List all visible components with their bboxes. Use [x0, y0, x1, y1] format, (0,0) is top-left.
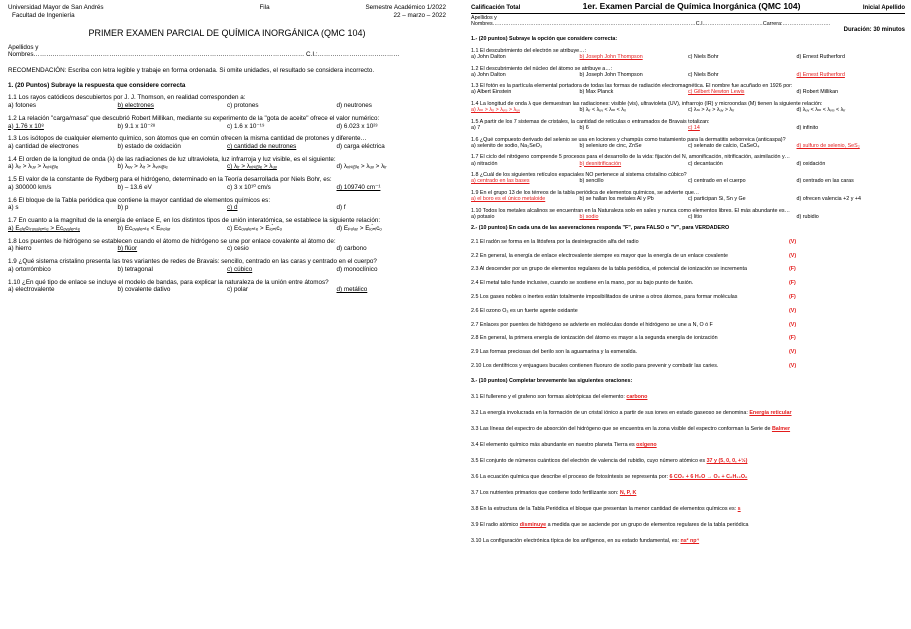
correct-answer-option: b) desnitrificación: [579, 160, 622, 167]
mcq-list: [471, 48, 905, 220]
answer-options: [471, 72, 905, 78]
completion-answer: 37 y (5, 0, 0, +½): [706, 457, 748, 464]
answer-options: [471, 125, 905, 131]
section-3-title: 3.- (10 puntos) Completar brevemente las siguientes oraciones:: [471, 378, 633, 385]
question-item: [8, 135, 446, 150]
question-item: [471, 208, 905, 220]
correct-answer-option: a) centrado en las bases: [471, 178, 530, 185]
answer-option: a) fotones: [8, 102, 37, 110]
answer-option: b) flúor: [117, 245, 138, 253]
tf-item: [471, 363, 905, 369]
tf-item: [471, 253, 905, 259]
answer-option: c) selenato de calcio, CaSeO₄: [688, 142, 760, 149]
answer-options: [8, 163, 446, 171]
answer-option: b) se hallan los metales Al y Pb: [579, 196, 654, 203]
answer-option: a) Albert Einstein: [471, 89, 512, 96]
answer-option: d) λᵥᵢₛᵢᵦₗₑ > λᵤᵥ > λᵢᵣ: [336, 163, 387, 171]
answer-option: c) centrado en el cuerpo: [688, 178, 746, 185]
answer-option: a) cantidad de electrones: [8, 142, 79, 150]
question-item: [471, 101, 905, 113]
tf-answer: (V): [789, 307, 797, 314]
answer-option: d) neutrones: [336, 102, 372, 110]
question-text: 1.3 Los isótopos de cualquier elemento químico, son átomos que en común ofrecen la misma cantidad de protones y diferente…: [8, 135, 367, 143]
answer-option: d) 6.023 x 10²³: [336, 122, 378, 130]
question-text: 1.8 ¿Cuál de los siguientes retículos espaciales NO pertenece al sistema cristalino cúbico?: [471, 172, 687, 179]
tf-answer: (V): [789, 238, 797, 245]
answer-option: b) – 13.6 eV: [117, 183, 152, 191]
tf-statement: 2.2 En general, la energía de enlace electrovalente siempre es mayor que la energía de un enlace covalente: [471, 252, 728, 259]
question-text: 1.2 La relación "carga/masa" que descubrió Robert Millikan, mediante su experimento de la "gota de aceite" ofrece el valor numérico:: [8, 114, 380, 122]
exam-page-right: [465, 0, 911, 629]
answer-option: d) carga eléctrica: [336, 142, 385, 150]
answer-option: c) polar: [227, 286, 248, 294]
answer-option: d) infinito: [796, 125, 819, 132]
answer-option: c) λₘ > λᵢᵣ > λᵤᵥ > λᵢᵣ: [688, 107, 735, 114]
answer-options: [8, 102, 446, 110]
exam-date: 22 – marzo – 2022: [393, 11, 446, 19]
true-false-list: [471, 239, 905, 369]
tf-answer: (F): [789, 280, 796, 287]
answer-option: c) litio: [688, 213, 702, 220]
completion-answer: Balmer: [771, 425, 791, 432]
question-text: 1.10 Todos los metales alcalinos se encuentran en la Naturaleza solo en sales y nunca como elementos libres. El más abundante es…: [471, 207, 790, 214]
semester-block: [365, 4, 446, 19]
answer-option: c) Niels Bohr: [688, 71, 719, 78]
tf-answer: (V): [789, 349, 797, 356]
completion-item: [471, 410, 905, 416]
tf-statement: 2.3 Al descender por un grupo de elementos regulares de la tabla periódica, el potencial de ionización se incrementa: [471, 266, 747, 273]
university-name: Universidad Mayor de San Andrés: [8, 4, 104, 11]
question-text: 1.10 ¿En qué tipo de enlace se incluye el modelo de bandas, para explicar la naturaleza de la unión entre átomos?: [8, 278, 329, 286]
tf-statement: 2.1 El radón se forma en la litósfera por la desintegración alfa del radio: [471, 238, 639, 245]
completion-answer: ns² np⁴: [680, 537, 700, 544]
answer-option: c) Niels Bohr: [688, 53, 719, 60]
question-text: 1.1 Los rayos catódicos descubiertos por J. J. Thomson, en realidad corresponden a:: [8, 94, 246, 102]
question-text: 1.7 El ciclo del nitrógeno comprende 5 procesos para el desarrollo de la vida: fijación del N, amonificación, nitrificación, asimilación y…: [471, 154, 791, 161]
answer-option: b) 9.1 x 10⁻²⁸: [117, 122, 156, 130]
question-text: 1.3 El fotón es la partícula elemental portadora de todas las formas de radiación electromagnética. El nombre fue acuñado en 1926 por:: [471, 83, 793, 90]
answer-option: d) Robert Millikan: [796, 89, 839, 96]
answer-option: d) rubidio: [796, 213, 819, 220]
question-item: [8, 217, 446, 232]
question-item: [471, 48, 905, 60]
answer-option: a) nitración: [471, 160, 498, 167]
answer-option: b) tetragonal: [117, 265, 153, 273]
question-text: 1.9 ¿Qué sistema cristalino presenta las tres variantes de redes de Bravais: sencillo, centrado en las caras y centrado en el cuerpo?: [8, 258, 377, 266]
answer-option: a) Eₑₗₑcₜᵣₒᵥₐₗₑₙₜₑ > Eᴄₒᵥₐₗₑₙₜₑ: [8, 224, 80, 232]
answer-option: b) electrones: [117, 102, 154, 110]
answer-option: b) λᵢᵣ < λᵤᵥ < λₘ < λᵢᵣ: [579, 107, 627, 114]
tf-statement: 2.6 El ozono O₃ es un fuerte agente oxidante: [471, 307, 578, 314]
answer-option: b) Eᴄₒᵥₐₗₑₙₜₑ < Eₚₒₗₐᵣ: [117, 224, 171, 232]
answer-option: d) 109740 cm⁻¹: [336, 183, 381, 191]
answer-option: d) f: [336, 204, 346, 212]
question-text: 1.2 El descubrimiento del núcleo del átomo se atribuye a…:: [471, 65, 613, 72]
completion-answer: 6 CO₂ + 6 H₂O → O₂ + C₆H₁₂O₆: [669, 473, 748, 480]
answer-option: a) ortorrómbico: [8, 265, 51, 273]
answer-option: a) 1.76 x 10⁸: [8, 122, 44, 130]
nombres-field: Nombres……………………………………………………………………………………………………C.I.……………………………Carrera:………………………: [471, 21, 831, 28]
section-title: 1. (20 Puntos) Subraye la respuesta que considere correcta: [8, 81, 186, 89]
answer-option: d) centrado en las caras: [796, 178, 854, 185]
answer-options: [471, 178, 905, 184]
answer-option: b) Joseph John Thompson: [579, 71, 643, 78]
answer-option: a) electrovalente: [8, 286, 55, 294]
answer-option: d) λᵤᵥ < λₘ < λᵥᵢₛ < λᵢᵣ: [796, 107, 846, 114]
answer-options: [8, 266, 446, 274]
question-item: [471, 190, 905, 202]
question-text: 1.6 El bloque de la Tabla periódica que contiene la mayor cantidad de elementos químicos es:: [8, 196, 271, 204]
answer-option: c) d: [227, 204, 238, 212]
answer-options: [8, 123, 446, 131]
exam-title: 1er. Examen Parcial de Química Inorgánica (QMC 104): [582, 1, 801, 11]
completion-item: [471, 426, 905, 432]
left-header: [8, 4, 446, 19]
completion-item: [471, 506, 905, 512]
question-text: 1.8 Los puentes de hidrógeno se establecen cuando el átomo de hidrógeno se une por enlace covalente al átomo de:: [8, 237, 336, 245]
completion-prompt: 3.2 La energía involucrada en la formación de un cristal iónico a partir de sus iones en estado gaseoso se denomina:: [471, 410, 750, 416]
completion-prompt: 3.9 El radio atómico: [471, 521, 520, 528]
completion-prompt: 3.5 El conjunto de números cuánticos del electrón de valencia del rubidio, cuyo número atómico es: [471, 457, 707, 464]
answer-option: d) Eₚₒₗₐᵣ > Eᵢₒ́ₙᵢcₒ: [336, 224, 382, 232]
answer-options: [8, 245, 446, 253]
completion-prompt: 3.3 Las líneas del espectro de absorción del hidrógeno que se encuentra en la zona visible del espectro conforman la Serie de: [471, 425, 772, 432]
completion-item: [471, 538, 905, 544]
correct-answer-option: c) Gilbert Newton Lewis: [688, 89, 745, 96]
completion-answer: disminuye: [519, 521, 547, 528]
nombres-field: Nombres………………………………………………………………………………………………………………… C.I.:…………………………………: [8, 51, 400, 59]
answer-options: [471, 89, 905, 95]
answer-options: [471, 161, 905, 167]
completion-answer: N, P, K: [619, 489, 637, 496]
completion-item: [471, 442, 905, 448]
question-text: 1.9 En el grupo 13 de los térreos de la tabla periódica de elementos químicos, se advierte que…: [471, 189, 700, 196]
completion-prompt: 3.8 En la estructura de la Tabla Periódica el bloque que presentan la menor cantidad de elementos químicos es:: [471, 505, 738, 512]
section-2-title: 2.- (10 puntos) En cada una de las aseveraciones responda "F", para FALSO o "V", para VERDADERO: [471, 225, 730, 232]
answer-option: c) protones: [227, 102, 259, 110]
tf-statement: 2.10 Los dentífricos y enjuagues bucales contienen fluoruro de sodio para prevenir y combatir las caries.: [471, 362, 719, 369]
answer-option: c) participan Si, Sn y Ge: [688, 196, 746, 203]
total-grade-label: Calificación Total: [471, 4, 521, 11]
answer-option: d) metálico: [336, 286, 368, 294]
fila-label: Fila: [259, 4, 270, 11]
question-text: 1.1 El descubrimiento del electrón se atribuye…:: [471, 47, 586, 54]
tf-statement: 2.9 Las formas preciosas del berilo son la aguamarina y la esmeralda.: [471, 349, 638, 356]
tf-item: [471, 322, 905, 328]
correct-answer-option: b) Joseph John Thompson: [579, 53, 643, 60]
recommendation-text: RECOMENDACIÓN: Escriba con letra legible y trabaje en forma ordenada. Si omite unidades, el resultado se considera incorrecto.: [8, 66, 375, 74]
completion-item: [471, 474, 905, 480]
answer-option: c) λᵢᵣ > λᵥᵢₛᵢᵦₗₑ > λᵤᵥ: [227, 163, 277, 171]
answer-options: [8, 286, 446, 294]
header-divider: [471, 13, 905, 14]
question-item: [8, 258, 446, 273]
tf-answer: (F): [789, 335, 796, 342]
tf-statement: 2.7 Enlaces por puentes de hidrógeno se advierte en moléculas donde el hidrógeno se une a N, O ó F: [471, 321, 713, 328]
completion-prompt: 3.7 Los nutrientes primarios que contiene todo fertilizante son:: [471, 489, 620, 496]
correct-answer-option: d) Ernest Rutherford: [796, 71, 845, 78]
correct-answer-option: a) λₘ > λᵢᵣ > λᵥᵢₛ > λᵤᵥ: [471, 107, 520, 114]
answer-option: a) selenito de sodio, Na₂SeO₃: [471, 142, 543, 149]
correct-answer-option: c) 14: [688, 125, 700, 132]
completion-item: [471, 522, 905, 528]
answer-option: a) 7: [471, 125, 481, 132]
semester-label: Semestre Académico 1/2022: [365, 4, 446, 11]
tf-statement: 2.8 En general, la primera energía de ionización del átomo es mayor a la segunda energía de ionización: [471, 335, 718, 342]
answer-option: b) sencillo: [579, 178, 604, 185]
completion-answer: Energía reticular: [749, 410, 792, 416]
question-item: [471, 154, 905, 166]
answer-option: a) hierro: [8, 245, 32, 253]
correct-answer-option: a) el boro es el único metaloide: [471, 196, 546, 203]
answer-option: c) Eᴄₒᵥₐₗₑₙₜₑ > Eᵢₒ́ₙᵢcₒ: [227, 224, 282, 232]
question-item: [471, 137, 905, 149]
answer-option: d) ofrecen valencia +2 y +4: [796, 196, 861, 203]
tf-item: [471, 294, 905, 300]
answer-options: [471, 54, 905, 60]
tf-item: [471, 308, 905, 314]
question-item: [8, 197, 446, 212]
question-text: 1.5 A partir de los 7 sistemas de cristales, la cantidad de retículas o entramados de Bravais totalizan:: [471, 118, 710, 125]
answer-option: b) p: [117, 204, 129, 212]
answer-option: d) oxidación: [796, 160, 826, 167]
completion-suffix: a medida que se asciende por un grupo de elementos regulares de la tabla periódica: [546, 521, 749, 528]
answer-option: b) λᵤᵥ > λᵢᵣ > λᵥᵢₛᵢᵦₗₑ: [117, 163, 168, 171]
answer-option: a) potasio: [471, 213, 495, 220]
apellidos-label: Apellidos y: [8, 43, 39, 51]
question-text: 1.4 La longitud de onda λ que demuestran las radiaciones: visible (vis), ultravioleta (UV), infrarrojo (IR) y microondas (M) tienen la siguiente relación:: [471, 101, 823, 108]
surname-initial-label: Inicial Apellido: [862, 4, 905, 11]
completion-prompt: 3.6 La ecuación química que describe el proceso de fotosíntesis se representa por:: [471, 473, 670, 480]
completion-item: [471, 490, 905, 496]
exam-page-left: [0, 0, 452, 629]
answer-option: c) cúbico: [227, 265, 253, 273]
page-title: PRIMER EXAMEN PARCIAL DE QUÍMICA INORGÁNICA (QMC 104): [88, 28, 366, 39]
tf-answer: (F): [789, 293, 796, 300]
answer-option: c) 1.6 x 10⁻¹⁹: [227, 122, 265, 130]
answer-options: [8, 204, 446, 212]
tf-statement: 2.4 El metal talio funde inclusive, cuando se sostiene en la mano, por su bajo punto de fusión.: [471, 280, 694, 287]
question-item: [8, 238, 446, 253]
answer-option: b) covalente dativo: [117, 286, 171, 294]
tf-item: [471, 266, 905, 272]
question-item: [471, 83, 905, 95]
answer-option: a) John Dalton: [471, 71, 506, 78]
answer-option: c) cantidad de neutrones: [227, 142, 297, 150]
answer-options: [471, 196, 905, 202]
answer-option: a) 300000 km/s: [8, 183, 52, 191]
answer-option: a) John Dalton: [471, 53, 506, 60]
tf-answer: (V): [789, 321, 797, 328]
answer-option: d) Ernest Rutherford: [796, 53, 845, 60]
question-item: [8, 115, 446, 130]
completion-answer: carbono: [626, 394, 648, 401]
question-text: 1.5 El valor de la constante de Rydberg para el hidrógeno, determinado en la Teoría desarrollada por Niels Bohr, es:: [8, 176, 332, 184]
correct-answer-option: b) sodio: [579, 213, 599, 220]
answer-options: [471, 107, 905, 113]
answer-option: c) cesio: [227, 245, 249, 253]
right-header: [471, 2, 905, 12]
duration-label: Duración: 30 minutos: [843, 27, 905, 34]
answer-option: a) λᵢᵣ > λᵤᵥ > λᵥᵢₛᵢᵦₗₑ: [8, 163, 59, 171]
question-text: 1.6 ¿Qué compuesto derivado del selenio se usa en lociones y champús como tratamiento para la dermatitis seborreica (anticaspa)?: [471, 136, 786, 143]
completion-answer: oxígeno: [636, 441, 657, 448]
completion-item: [471, 394, 905, 400]
answer-options: [8, 143, 446, 151]
tf-item: [471, 335, 905, 341]
answer-options: [8, 225, 446, 233]
answer-option: d) carbono: [336, 245, 367, 253]
correct-answer-option: d) sulfuro de selenio, SeS₂: [796, 142, 860, 149]
question-item: [471, 119, 905, 131]
question-list: [8, 94, 446, 293]
question-item: [8, 156, 446, 171]
tf-answer: (V): [789, 252, 797, 259]
institution-block: [8, 4, 104, 19]
question-text: 1.4 El orden de la longitud de onda (λ) de las radiaciones de luz ultravioleta, luz infrarroja y luz visible, es el siguiente:: [8, 155, 336, 163]
question-item: [8, 94, 446, 109]
completion-prompt: 3.1 El fullereno y el grafeno son formas alotrópicas del elemento:: [471, 394, 627, 401]
tf-item: [471, 239, 905, 245]
answer-option: b) 6: [579, 125, 589, 132]
completion-list: [471, 394, 905, 544]
tf-answer: (F): [789, 266, 796, 273]
answer-options: [8, 184, 446, 192]
tf-item: [471, 349, 905, 355]
completion-answer: s: [737, 505, 741, 512]
answer-option: b) Max Planck: [579, 89, 614, 96]
apellidos-label: Apellidos y: [471, 14, 497, 21]
completion-prompt: 3.10 La configuración electrónica típica de los anfígenos, en su estado fundamental, es:: [471, 537, 681, 544]
question-item: [471, 172, 905, 184]
question-item: [8, 279, 446, 294]
tf-item: [471, 280, 905, 286]
question-item: [471, 66, 905, 78]
answer-option: c) 3 x 10¹⁰ cm/s: [227, 183, 271, 191]
question-item: [8, 176, 446, 191]
answer-options: [471, 214, 905, 220]
tf-answer: (V): [789, 362, 797, 369]
completion-prompt: 3.4 El elemento químico más abundante en nuestro planeta Tierra es: [471, 441, 637, 448]
tf-statement: 2.5 Los gases nobles o inertes están totalmente imposibilitados de unirse a otros átomos, para formar moléculas: [471, 293, 738, 300]
answer-option: c) decantación: [688, 160, 723, 167]
answer-option: a) s: [8, 204, 19, 212]
section-1-title: 1.- (20 puntos) Subraye la opción que considere correcta:: [471, 36, 618, 43]
faculty-name: Facultad de Ingeniería: [12, 11, 75, 19]
answer-option: b) seleniuro de cinc, ZnSe: [579, 142, 642, 149]
question-text: 1.7 En cuanto a la magnitud de la energía de enlace E, en los distintos tipos de unión interatómica, se establece la siguiente relación:: [8, 217, 381, 225]
answer-option: d) monoclínico: [336, 265, 378, 273]
answer-options: [471, 143, 905, 149]
answer-option: b) estado de oxidación: [117, 142, 181, 150]
completion-item: [471, 458, 905, 464]
